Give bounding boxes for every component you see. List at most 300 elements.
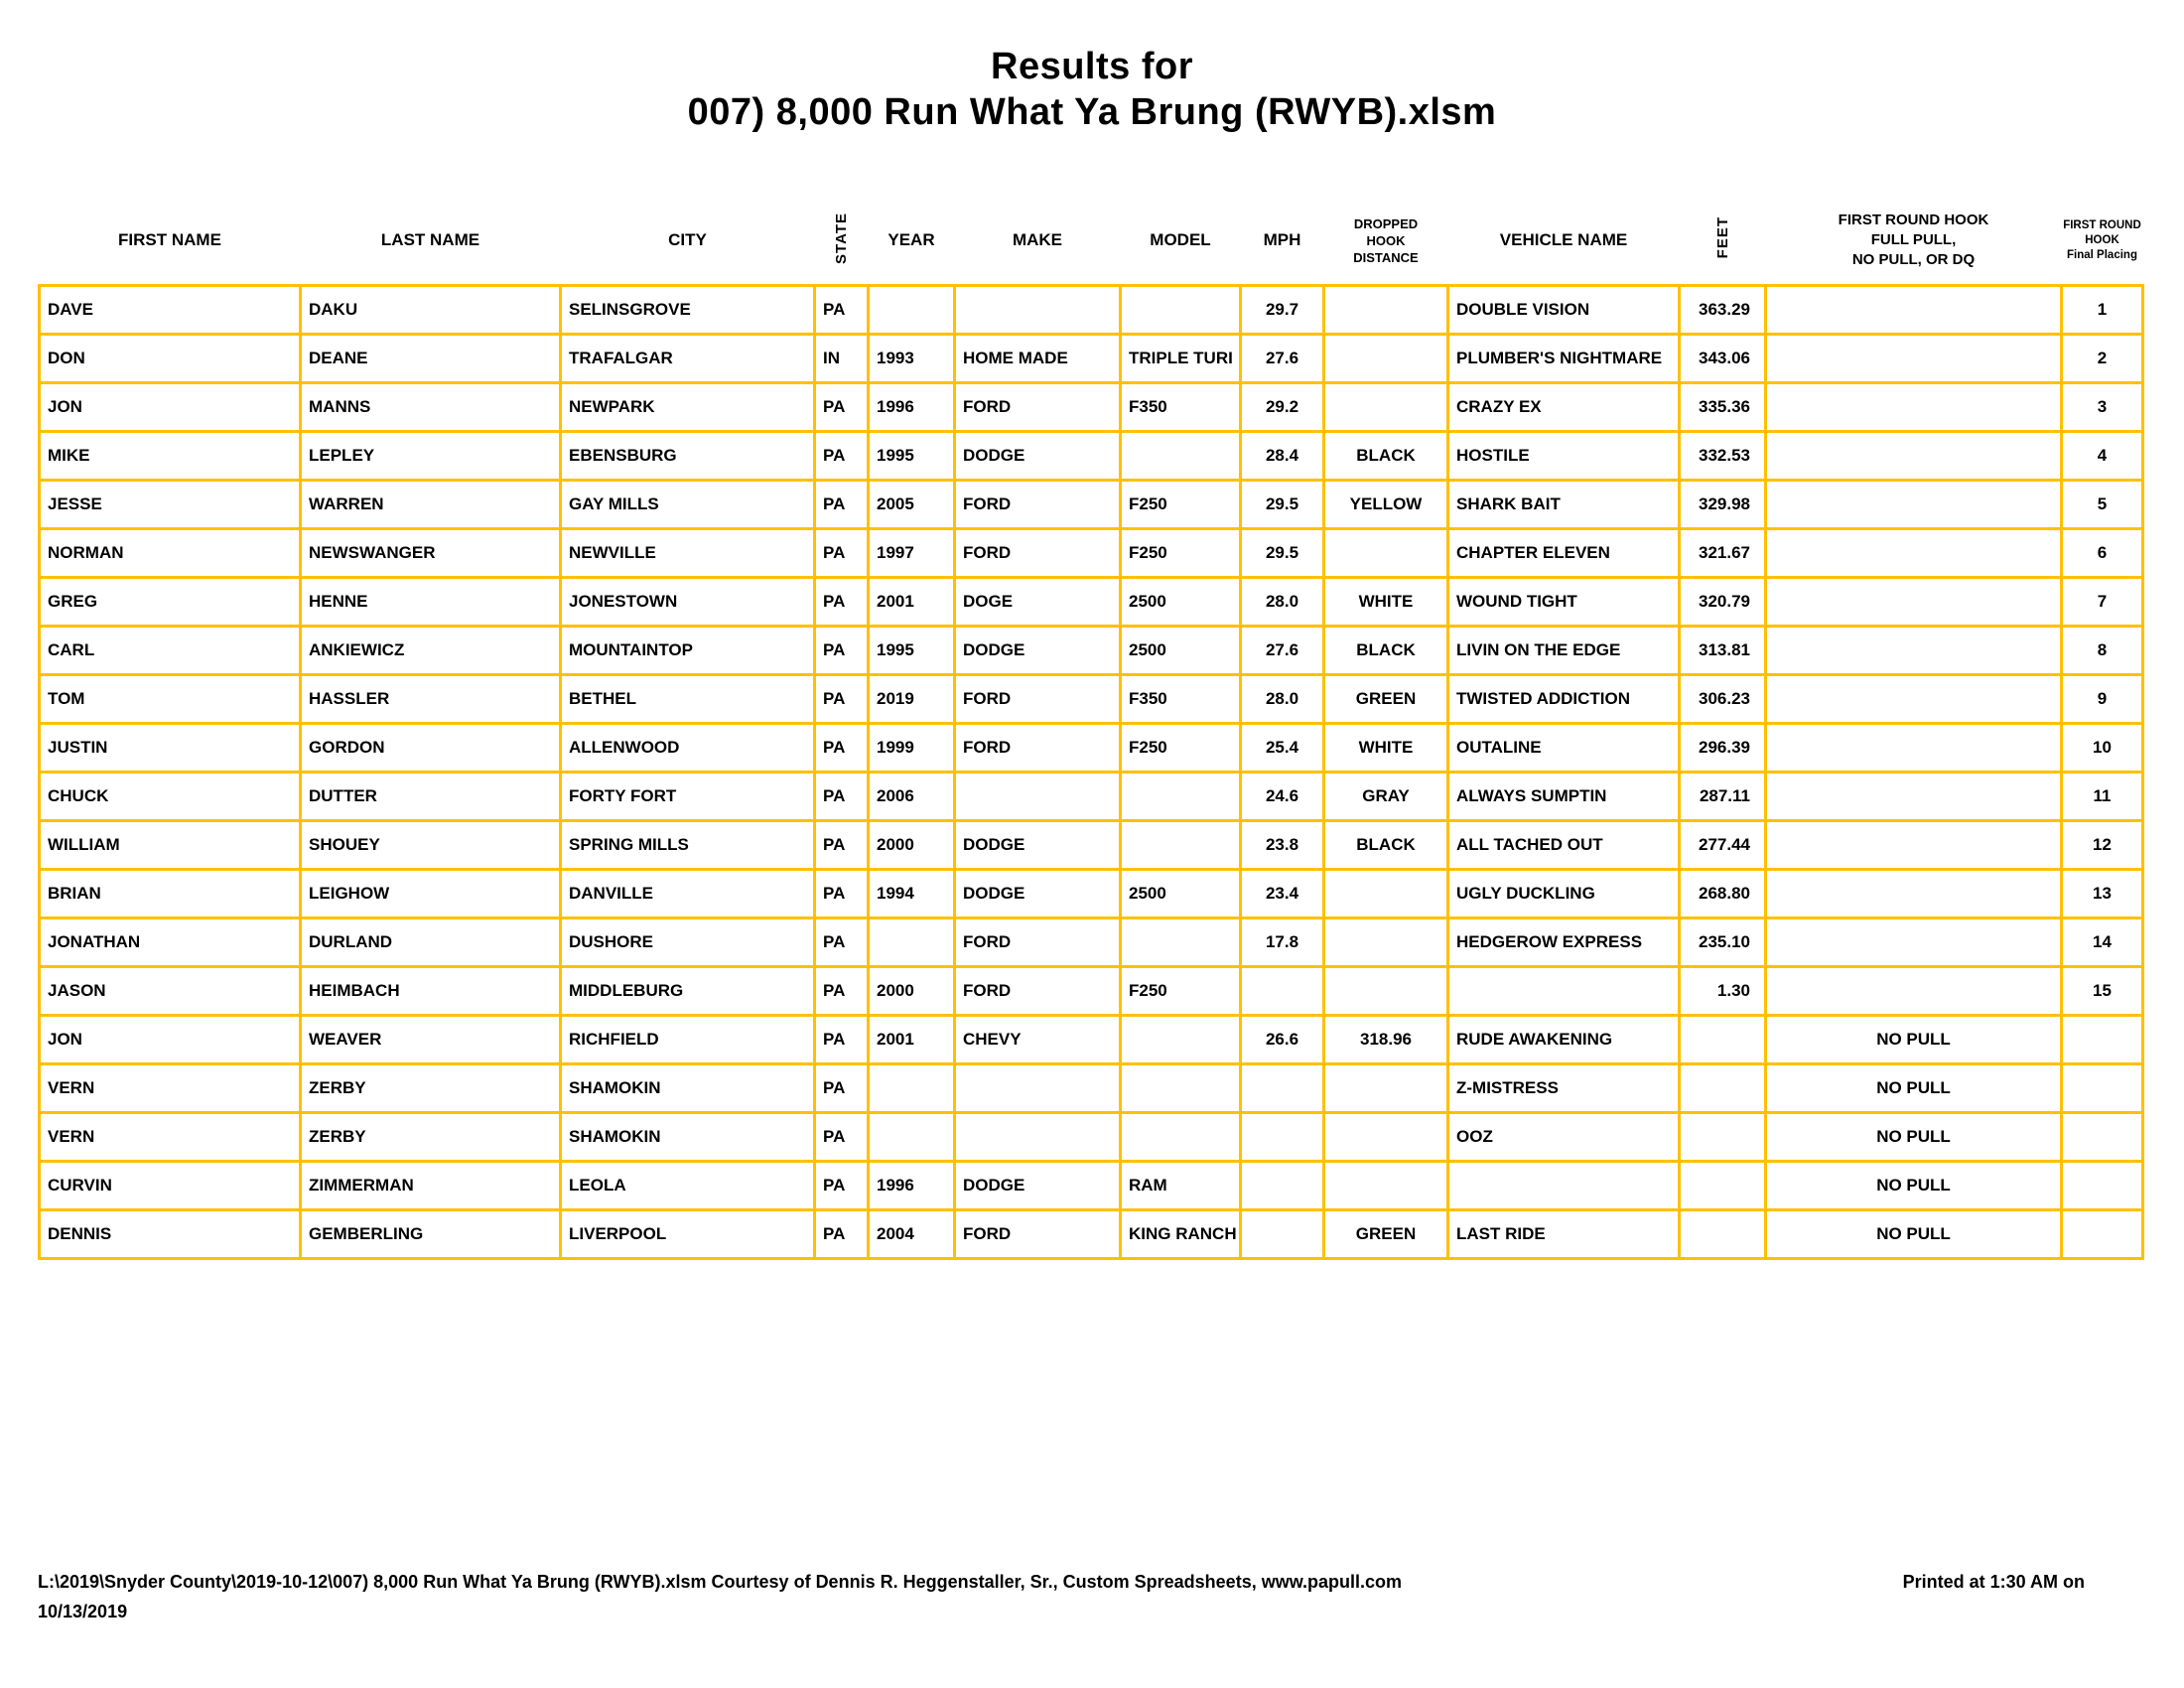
cell-make: DOGE — [955, 578, 1121, 627]
cell-feet — [1680, 1064, 1766, 1113]
col-header-year: YEAR — [887, 230, 935, 249]
cell-dropped: WHITE — [1324, 578, 1448, 627]
cell-first_name: DAVE — [40, 286, 301, 335]
cell-make: DODGE — [955, 627, 1121, 675]
table-row — [40, 1064, 2143, 1113]
cell-placing: 14 — [2062, 918, 2143, 967]
cell-mph — [1241, 1113, 1324, 1162]
cell-make: DODGE — [955, 821, 1121, 870]
table-row — [40, 1016, 2143, 1064]
cell-state: PA — [815, 1113, 869, 1162]
cell-city: RICHFIELD — [561, 1016, 815, 1064]
cell-state: PA — [815, 481, 869, 529]
cell-feet: 1.30 — [1680, 967, 1766, 1016]
table-row — [40, 967, 2143, 1016]
cell-city: MOUNTAINTOP — [561, 627, 815, 675]
cell-feet: 329.98 — [1680, 481, 1766, 529]
cell-model: 2500 — [1121, 578, 1241, 627]
cell-mph: 28.4 — [1241, 432, 1324, 481]
cell-hook — [1766, 529, 2062, 578]
cell-mph: 23.8 — [1241, 821, 1324, 870]
cell-feet: 235.10 — [1680, 918, 1766, 967]
cell-last_name: HENNE — [301, 578, 561, 627]
cell-hook — [1766, 335, 2062, 383]
col-header-mph: MPH — [1263, 230, 1301, 249]
footer-date: 10/13/2019 — [38, 1602, 128, 1621]
cell-hook — [1766, 967, 2062, 1016]
cell-placing — [2062, 1064, 2143, 1113]
col-header-hook: FIRST ROUND HOOK FULL PULL, NO PULL, OR DQ — [1838, 211, 1989, 268]
footer-line-1 — [38, 1567, 2085, 1597]
cell-state: PA — [815, 821, 869, 870]
cell-vehicle: DOUBLE VISION — [1448, 286, 1680, 335]
results-table — [38, 197, 2144, 1260]
cell-first_name: DON — [40, 335, 301, 383]
cell-year: 2001 — [869, 1016, 955, 1064]
cell-feet: 313.81 — [1680, 627, 1766, 675]
cell-last_name: DURLAND — [301, 918, 561, 967]
cell-model: F350 — [1121, 383, 1241, 432]
cell-year: 2019 — [869, 675, 955, 724]
col-header-vehicle: VEHICLE NAME — [1499, 230, 1628, 249]
cell-model — [1121, 1064, 1241, 1113]
table-header-row — [40, 197, 2143, 286]
cell-last_name: HEIMBACH — [301, 967, 561, 1016]
cell-state: PA — [815, 627, 869, 675]
cell-hook — [1766, 724, 2062, 773]
cell-vehicle — [1448, 967, 1680, 1016]
table-row — [40, 432, 2143, 481]
cell-make — [955, 1113, 1121, 1162]
cell-first_name: DENNIS — [40, 1210, 301, 1259]
cell-year — [869, 918, 955, 967]
cell-model — [1121, 1113, 1241, 1162]
cell-feet: 332.53 — [1680, 432, 1766, 481]
cell-dropped: WHITE — [1324, 724, 1448, 773]
cell-first_name: VERN — [40, 1064, 301, 1113]
cell-feet: 287.11 — [1680, 773, 1766, 821]
cell-placing: 9 — [2062, 675, 2143, 724]
cell-vehicle: OUTALINE — [1448, 724, 1680, 773]
cell-dropped — [1324, 383, 1448, 432]
cell-vehicle: LIVIN ON THE EDGE — [1448, 627, 1680, 675]
cell-first_name: JESSE — [40, 481, 301, 529]
cell-vehicle: CHAPTER ELEVEN — [1448, 529, 1680, 578]
cell-last_name: WARREN — [301, 481, 561, 529]
cell-placing: 4 — [2062, 432, 2143, 481]
cell-last_name: LEPLEY — [301, 432, 561, 481]
cell-vehicle: CRAZY EX — [1448, 383, 1680, 432]
cell-hook — [1766, 773, 2062, 821]
cell-make: DODGE — [955, 432, 1121, 481]
cell-vehicle — [1448, 1162, 1680, 1210]
cell-dropped: YELLOW — [1324, 481, 1448, 529]
cell-year: 2004 — [869, 1210, 955, 1259]
footer-file-path: L:\2019\Snyder County\2019-10-12\007) 8,000 Run What Ya Brung (RWYB).xlsm Courtesy of Dennis R. Heggenstaller, Sr., Custom Spreadsheets, www.papull.com — [38, 1572, 1403, 1592]
table-row — [40, 1210, 2143, 1259]
cell-mph — [1241, 967, 1324, 1016]
cell-vehicle: OOZ — [1448, 1113, 1680, 1162]
cell-mph: 29.5 — [1241, 481, 1324, 529]
cell-mph: 29.5 — [1241, 529, 1324, 578]
cell-placing: 10 — [2062, 724, 2143, 773]
cell-mph: 24.6 — [1241, 773, 1324, 821]
cell-first_name: JON — [40, 1016, 301, 1064]
cell-first_name: BRIAN — [40, 870, 301, 918]
cell-city: LEOLA — [561, 1162, 815, 1210]
cell-dropped — [1324, 918, 1448, 967]
cell-model: 2500 — [1121, 870, 1241, 918]
cell-state: PA — [815, 1210, 869, 1259]
cell-last_name: GEMBERLING — [301, 1210, 561, 1259]
cell-placing — [2062, 1210, 2143, 1259]
cell-year: 1995 — [869, 432, 955, 481]
cell-year: 1993 — [869, 335, 955, 383]
col-header-feet: FEET — [1713, 216, 1731, 259]
cell-dropped: GREEN — [1324, 1210, 1448, 1259]
cell-last_name: DAKU — [301, 286, 561, 335]
cell-last_name: ZERBY — [301, 1064, 561, 1113]
cell-model — [1121, 821, 1241, 870]
table-row — [40, 627, 2143, 675]
cell-placing: 8 — [2062, 627, 2143, 675]
cell-feet: 306.23 — [1680, 675, 1766, 724]
cell-hook — [1766, 578, 2062, 627]
cell-model: RAM — [1121, 1162, 1241, 1210]
cell-last_name: NEWSWANGER — [301, 529, 561, 578]
table-row — [40, 335, 2143, 383]
col-header-model: MODEL — [1150, 230, 1211, 249]
cell-year — [869, 286, 955, 335]
cell-feet — [1680, 1210, 1766, 1259]
cell-dropped: GREEN — [1324, 675, 1448, 724]
col-header-placing: FIRST ROUND HOOK Final Placing — [2063, 218, 2141, 261]
cell-feet: 296.39 — [1680, 724, 1766, 773]
cell-year: 2005 — [869, 481, 955, 529]
cell-vehicle: RUDE AWAKENING — [1448, 1016, 1680, 1064]
cell-year — [869, 1064, 955, 1113]
table-row — [40, 1162, 2143, 1210]
cell-hook: NO PULL — [1766, 1113, 2062, 1162]
table-row — [40, 821, 2143, 870]
cell-mph: 26.6 — [1241, 1016, 1324, 1064]
cell-year: 1999 — [869, 724, 955, 773]
cell-dropped: BLACK — [1324, 821, 1448, 870]
cell-city: DUSHORE — [561, 918, 815, 967]
cell-first_name: NORMAN — [40, 529, 301, 578]
cell-model: F350 — [1121, 675, 1241, 724]
cell-state: PA — [815, 870, 869, 918]
cell-make: FORD — [955, 918, 1121, 967]
cell-make: DODGE — [955, 1162, 1121, 1210]
cell-city: ALLENWOOD — [561, 724, 815, 773]
cell-vehicle: PLUMBER'S NIGHTMARE — [1448, 335, 1680, 383]
cell-last_name: HASSLER — [301, 675, 561, 724]
cell-dropped: BLACK — [1324, 432, 1448, 481]
cell-first_name: CHUCK — [40, 773, 301, 821]
col-header-state: STATE — [833, 211, 850, 264]
cell-year: 2001 — [869, 578, 955, 627]
cell-dropped: 318.96 — [1324, 1016, 1448, 1064]
cell-dropped: BLACK — [1324, 627, 1448, 675]
cell-first_name: TOM — [40, 675, 301, 724]
cell-hook — [1766, 286, 2062, 335]
cell-year: 1996 — [869, 383, 955, 432]
cell-mph — [1241, 1210, 1324, 1259]
cell-placing: 6 — [2062, 529, 2143, 578]
cell-last_name: SHOUEY — [301, 821, 561, 870]
cell-hook — [1766, 675, 2062, 724]
cell-year: 2000 — [869, 821, 955, 870]
cell-city: SHAMOKIN — [561, 1064, 815, 1113]
cell-city: BETHEL — [561, 675, 815, 724]
footer-printed-at: Printed at 1:30 AM on — [1902, 1572, 2085, 1592]
cell-first_name: JUSTIN — [40, 724, 301, 773]
cell-city: GAY MILLS — [561, 481, 815, 529]
page-footer — [38, 1567, 2085, 1626]
cell-city: DANVILLE — [561, 870, 815, 918]
cell-state: PA — [815, 578, 869, 627]
cell-vehicle: TWISTED ADDICTION — [1448, 675, 1680, 724]
cell-first_name: CURVIN — [40, 1162, 301, 1210]
cell-state: PA — [815, 675, 869, 724]
cell-placing: 5 — [2062, 481, 2143, 529]
cell-state: PA — [815, 967, 869, 1016]
cell-year: 1996 — [869, 1162, 955, 1210]
cell-mph: 29.7 — [1241, 286, 1324, 335]
cell-mph: 29.2 — [1241, 383, 1324, 432]
cell-vehicle: HEDGEROW EXPRESS — [1448, 918, 1680, 967]
cell-vehicle: LAST RIDE — [1448, 1210, 1680, 1259]
cell-hook — [1766, 383, 2062, 432]
cell-dropped — [1324, 1064, 1448, 1113]
cell-make: CHEVY — [955, 1016, 1121, 1064]
cell-model — [1121, 432, 1241, 481]
cell-state: PA — [815, 432, 869, 481]
col-header-last_name: LAST NAME — [380, 230, 480, 249]
cell-model: F250 — [1121, 481, 1241, 529]
cell-first_name: JONATHAN — [40, 918, 301, 967]
cell-last_name: DEANE — [301, 335, 561, 383]
cell-hook — [1766, 918, 2062, 967]
cell-hook — [1766, 821, 2062, 870]
cell-city: MIDDLEBURG — [561, 967, 815, 1016]
page-title — [0, 44, 2184, 135]
cell-make — [955, 1064, 1121, 1113]
cell-placing: 13 — [2062, 870, 2143, 918]
cell-state: PA — [815, 286, 869, 335]
cell-last_name: MANNS — [301, 383, 561, 432]
cell-feet: 320.79 — [1680, 578, 1766, 627]
cell-city: NEWPARK — [561, 383, 815, 432]
cell-last_name: ZIMMERMAN — [301, 1162, 561, 1210]
cell-make — [955, 773, 1121, 821]
cell-make: FORD — [955, 967, 1121, 1016]
title-line-2: 007) 8,000 Run What Ya Brung (RWYB).xlsm — [687, 91, 1497, 133]
cell-mph: 25.4 — [1241, 724, 1324, 773]
title-line-1: Results for — [991, 46, 1193, 87]
cell-state: PA — [815, 1064, 869, 1113]
cell-city: NEWVILLE — [561, 529, 815, 578]
cell-dropped: GRAY — [1324, 773, 1448, 821]
cell-hook: NO PULL — [1766, 1210, 2062, 1259]
cell-make: HOME MADE — [955, 335, 1121, 383]
cell-placing: 11 — [2062, 773, 2143, 821]
cell-vehicle: Z-MISTRESS — [1448, 1064, 1680, 1113]
cell-hook: NO PULL — [1766, 1064, 2062, 1113]
cell-make: FORD — [955, 1210, 1121, 1259]
cell-dropped — [1324, 1113, 1448, 1162]
cell-year: 2006 — [869, 773, 955, 821]
cell-city: SELINSGROVE — [561, 286, 815, 335]
cell-placing: 15 — [2062, 967, 2143, 1016]
cell-state: PA — [815, 383, 869, 432]
col-header-make: MAKE — [1012, 230, 1063, 249]
cell-first_name: JON — [40, 383, 301, 432]
cell-last_name: GORDON — [301, 724, 561, 773]
cell-mph: 28.0 — [1241, 578, 1324, 627]
cell-model — [1121, 286, 1241, 335]
cell-mph: 17.8 — [1241, 918, 1324, 967]
cell-placing — [2062, 1162, 2143, 1210]
cell-make: FORD — [955, 481, 1121, 529]
cell-city: SHAMOKIN — [561, 1113, 815, 1162]
cell-placing — [2062, 1113, 2143, 1162]
cell-year: 1994 — [869, 870, 955, 918]
table-row — [40, 773, 2143, 821]
table-row — [40, 1113, 2143, 1162]
cell-state: IN — [815, 335, 869, 383]
cell-mph: 27.6 — [1241, 335, 1324, 383]
cell-hook — [1766, 870, 2062, 918]
cell-vehicle: HOSTILE — [1448, 432, 1680, 481]
cell-last_name: WEAVER — [301, 1016, 561, 1064]
cell-hook — [1766, 481, 2062, 529]
cell-city: FORTY FORT — [561, 773, 815, 821]
table-row — [40, 481, 2143, 529]
cell-last_name: DUTTER — [301, 773, 561, 821]
cell-vehicle: ALL TACHED OUT — [1448, 821, 1680, 870]
cell-city: EBENSBURG — [561, 432, 815, 481]
table-row — [40, 286, 2143, 335]
cell-mph: 27.6 — [1241, 627, 1324, 675]
cell-model — [1121, 1016, 1241, 1064]
cell-dropped — [1324, 529, 1448, 578]
cell-vehicle: ALWAYS SUMPTIN — [1448, 773, 1680, 821]
table-row — [40, 870, 2143, 918]
cell-model: F250 — [1121, 967, 1241, 1016]
col-header-dropped: DROPPED HOOK DISTANCE — [1353, 215, 1419, 265]
cell-placing: 2 — [2062, 335, 2143, 383]
cell-make: FORD — [955, 529, 1121, 578]
cell-dropped — [1324, 870, 1448, 918]
cell-city: LIVERPOOL — [561, 1210, 815, 1259]
cell-make: FORD — [955, 675, 1121, 724]
cell-mph: 28.0 — [1241, 675, 1324, 724]
cell-model: F250 — [1121, 724, 1241, 773]
cell-feet: 277.44 — [1680, 821, 1766, 870]
cell-make: FORD — [955, 724, 1121, 773]
cell-placing: 3 — [2062, 383, 2143, 432]
cell-mph — [1241, 1064, 1324, 1113]
cell-mph — [1241, 1162, 1324, 1210]
cell-state: PA — [815, 918, 869, 967]
cell-dropped — [1324, 335, 1448, 383]
cell-dropped — [1324, 286, 1448, 335]
cell-model — [1121, 918, 1241, 967]
cell-year — [869, 1113, 955, 1162]
cell-feet: 335.36 — [1680, 383, 1766, 432]
cell-last_name: ANKIEWICZ — [301, 627, 561, 675]
cell-first_name: WILLIAM — [40, 821, 301, 870]
cell-state: PA — [815, 773, 869, 821]
cell-feet — [1680, 1016, 1766, 1064]
cell-first_name: JASON — [40, 967, 301, 1016]
cell-model: TRIPLE TURI — [1121, 335, 1241, 383]
cell-placing: 1 — [2062, 286, 2143, 335]
cell-feet: 343.06 — [1680, 335, 1766, 383]
cell-year: 1995 — [869, 627, 955, 675]
cell-feet — [1680, 1162, 1766, 1210]
cell-model — [1121, 773, 1241, 821]
cell-first_name: GREG — [40, 578, 301, 627]
cell-last_name: ZERBY — [301, 1113, 561, 1162]
cell-dropped — [1324, 967, 1448, 1016]
cell-year: 2000 — [869, 967, 955, 1016]
cell-hook — [1766, 432, 2062, 481]
cell-make: DODGE — [955, 870, 1121, 918]
cell-state: PA — [815, 724, 869, 773]
cell-vehicle: WOUND TIGHT — [1448, 578, 1680, 627]
cell-dropped — [1324, 1162, 1448, 1210]
table-row — [40, 529, 2143, 578]
cell-city: SPRING MILLS — [561, 821, 815, 870]
col-header-city: CITY — [668, 230, 707, 249]
cell-feet — [1680, 1113, 1766, 1162]
cell-year: 1997 — [869, 529, 955, 578]
cell-first_name: CARL — [40, 627, 301, 675]
cell-hook: NO PULL — [1766, 1162, 2062, 1210]
table-row — [40, 918, 2143, 967]
cell-vehicle: SHARK BAIT — [1448, 481, 1680, 529]
cell-first_name: MIKE — [40, 432, 301, 481]
cell-state: PA — [815, 1162, 869, 1210]
cell-placing: 12 — [2062, 821, 2143, 870]
cell-feet: 363.29 — [1680, 286, 1766, 335]
table-row — [40, 724, 2143, 773]
cell-city: JONESTOWN — [561, 578, 815, 627]
cell-vehicle: UGLY DUCKLING — [1448, 870, 1680, 918]
cell-city: TRAFALGAR — [561, 335, 815, 383]
cell-make: FORD — [955, 383, 1121, 432]
cell-mph: 23.4 — [1241, 870, 1324, 918]
cell-hook: NO PULL — [1766, 1016, 2062, 1064]
table-row — [40, 675, 2143, 724]
cell-state: PA — [815, 1016, 869, 1064]
cell-feet: 268.80 — [1680, 870, 1766, 918]
col-header-first_name: FIRST NAME — [118, 230, 221, 249]
cell-model: 2500 — [1121, 627, 1241, 675]
cell-placing — [2062, 1016, 2143, 1064]
cell-model: KING RANCH — [1121, 1210, 1241, 1259]
table-row — [40, 383, 2143, 432]
cell-first_name: VERN — [40, 1113, 301, 1162]
table-row — [40, 578, 2143, 627]
cell-state: PA — [815, 529, 869, 578]
cell-feet: 321.67 — [1680, 529, 1766, 578]
cell-last_name: LEIGHOW — [301, 870, 561, 918]
cell-make — [955, 286, 1121, 335]
